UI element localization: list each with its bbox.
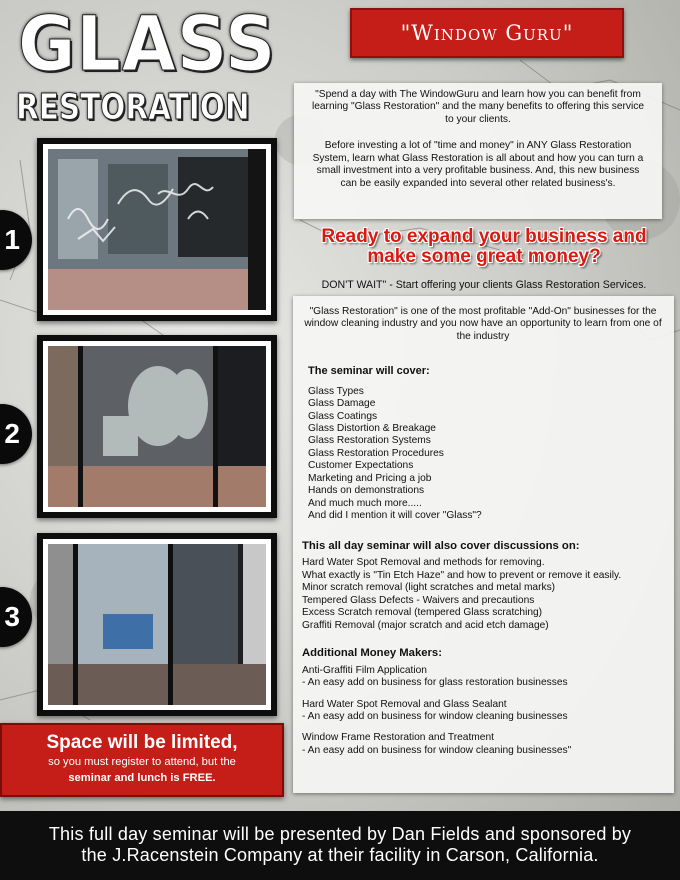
step-number-3: 3 <box>0 587 32 647</box>
footer-line-1: This full day seminar will be presented by Dan Fields and sponsored by <box>48 824 632 844</box>
seminar-panel <box>293 296 674 793</box>
seminar-title: The seminar will cover: <box>308 365 430 378</box>
title-restoration: RESTORATION <box>16 87 250 128</box>
list-item: Customer Expectations <box>308 460 414 472</box>
footer-line-2: the J.Racenstein Company at their facility in Carson, California. <box>81 845 599 866</box>
money-makers-title: Additional Money Makers: <box>302 646 442 659</box>
money-maker-item <box>302 699 664 724</box>
money-maker-item <box>302 732 664 757</box>
money-maker-desc: - An easy add on business for window cleaning businesses" <box>302 744 572 756</box>
list-item: Hard Water Spot Removal and methods for removing. <box>302 557 545 569</box>
space-limited-box <box>0 723 284 797</box>
list-item: Glass Restoration Systems <box>308 435 431 447</box>
step-number-2: 2 <box>0 404 32 464</box>
etched-window-image <box>48 346 266 507</box>
photo-restored-window <box>37 533 277 716</box>
step-number-1: 1 <box>0 210 32 270</box>
window-guru-badge: "Window Guru" <box>350 8 624 58</box>
money-maker-desc: - An easy add on business for window cleaning businesses <box>302 711 568 723</box>
dont-wait-text: DON'T WAIT" - Start offering your clients Glass Restoration Services. <box>321 279 647 291</box>
money-maker-name: Anti-Graffiti Film Application <box>302 664 427 676</box>
photo-graffiti-window <box>37 138 277 321</box>
discussion-title: This all day seminar will also cover discussions on: <box>302 539 580 552</box>
list-item: Glass Coatings <box>308 410 378 422</box>
money-maker-name: Hard Water Spot Removal and Glass Sealant <box>302 698 507 710</box>
intro-paragraph-1: "Spend a day with The WindowGuru and learn how you can benefit from learning "Glass Restoration" and the many benefits to offering this service to your clients. <box>311 89 645 125</box>
title-glass: GLASS <box>18 0 277 88</box>
list-item: Marketing and Pricing a job <box>308 472 432 484</box>
discussion-section <box>302 540 664 632</box>
list-item: Tempered Glass Defects - Waivers and precautions <box>302 594 535 606</box>
list-item: And much much more..... <box>308 497 422 509</box>
headline-line-2: make some great money? <box>367 245 601 267</box>
money-maker-desc: - An easy add on business for glass restoration businesses <box>302 677 568 689</box>
footer-banner <box>0 811 680 880</box>
money-maker-item <box>302 665 664 690</box>
intro-paragraph-2: Before investing a lot of "time and money" in ANY Glass Restoration System, learn what Glass Restoration is all about and how you can turn a small investment into a very profitable business. And, this new business can be easily expanded into several other related business's. <box>312 140 644 189</box>
list-item: Glass Types <box>308 385 364 397</box>
space-limited-line-2: seminar and lunch is FREE. <box>68 771 216 784</box>
seminar-topics <box>302 365 664 522</box>
headline-line-1: Ready to expand your business and <box>321 226 647 247</box>
list-item: Glass Restoration Procedures <box>308 447 444 459</box>
seminar-lead-text: "Glass Restoration" is one of the most profitable "Add-On" businesses for the window cleaning industry and you now have an opportunity to learn from one of the industry <box>304 306 662 342</box>
space-limited-heading: Space will be limited, <box>46 732 238 753</box>
photo-etched-window <box>37 335 277 518</box>
restored-window-image <box>48 544 266 705</box>
list-item: Glass Damage <box>308 398 376 410</box>
money-maker-name: Window Frame Restoration and Treatment <box>302 732 494 744</box>
list-item: What exactly is "Tin Etch Haze" and how to prevent or remove it easily. <box>302 569 622 581</box>
list-item: Minor scratch removal (light scratches and metal marks) <box>302 582 556 594</box>
discussion-list <box>302 557 664 632</box>
space-limited-line-1: so you must register to attend, but the <box>48 755 236 768</box>
seminar-list <box>308 386 664 523</box>
list-item: Excess Scratch removal (tempered Glass scratching) <box>302 607 543 619</box>
headline <box>292 227 676 267</box>
money-makers-section <box>302 647 664 757</box>
intro-panel <box>294 83 662 219</box>
list-item: Hands on demonstrations <box>308 485 425 497</box>
graffiti-window-image <box>48 149 266 310</box>
list-item: Glass Distortion & Breakage <box>308 423 436 435</box>
list-item: Graffiti Removal (major scratch and acid etch damage) <box>302 619 549 631</box>
list-item: And did I mention it will cover "Glass"? <box>308 510 482 522</box>
